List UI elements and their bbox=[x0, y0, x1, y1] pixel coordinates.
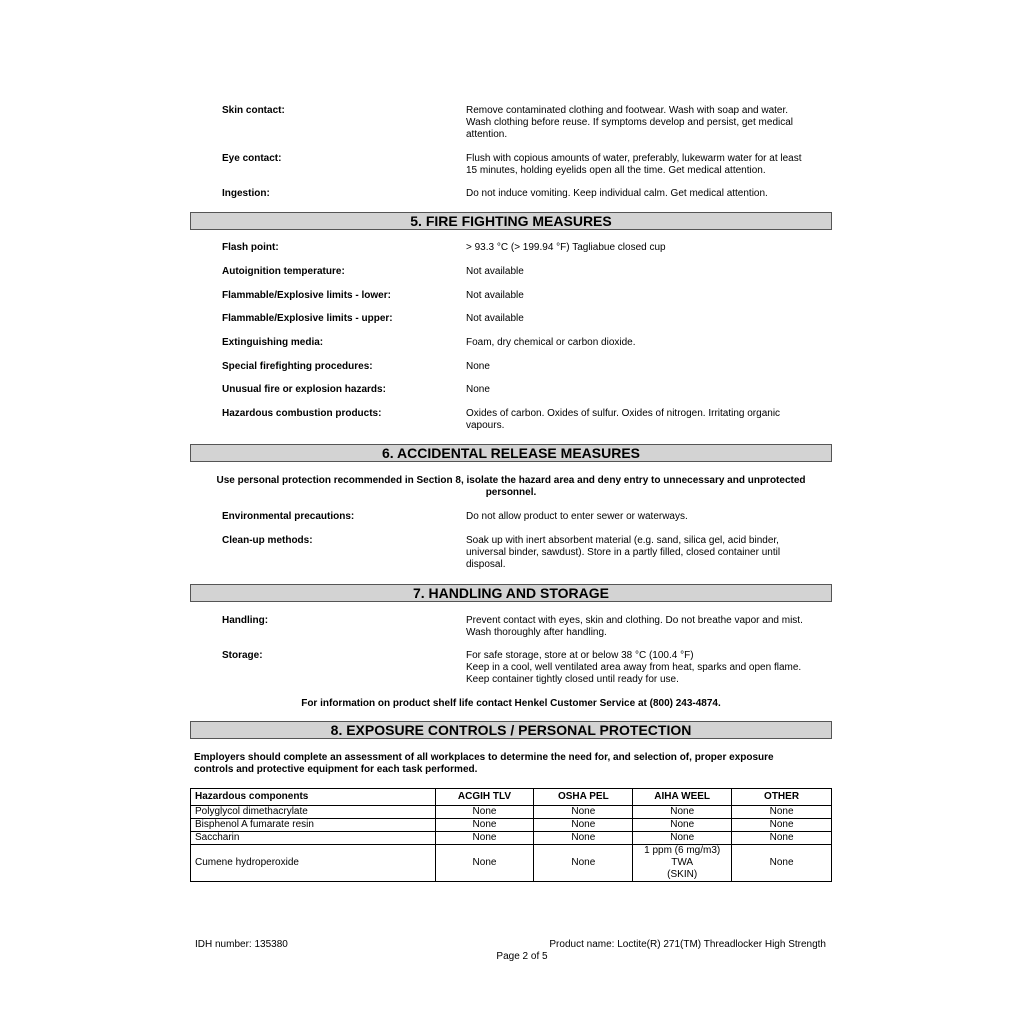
section-6-header: 6. ACCIDENTAL RELEASE MEASURES bbox=[190, 444, 832, 462]
section-7-header: 7. HANDLING AND STORAGE bbox=[190, 584, 832, 602]
table-row bbox=[191, 806, 832, 819]
autoignition-value: Not available bbox=[466, 266, 524, 277]
cleanup-methods-label: Clean-up methods: bbox=[222, 535, 313, 546]
limits-upper-label: Flammable/Explosive limits - upper: bbox=[222, 313, 393, 324]
special-procedures-label: Special firefighting procedures: bbox=[222, 361, 373, 372]
handling-label: Handling: bbox=[222, 615, 269, 626]
product-name: Product name: Loctite(R) 271(TM) Threadlocker High Strength bbox=[549, 939, 826, 950]
ingestion-label: Ingestion: bbox=[222, 188, 270, 199]
other-value: None bbox=[732, 819, 832, 832]
section-8-header: 8. EXPOSURE CONTROLS / PERSONAL PROTECTION bbox=[190, 721, 832, 739]
osha-value: None bbox=[534, 832, 633, 845]
environmental-precautions-label: Environmental precautions: bbox=[222, 511, 355, 522]
ingestion-value: Do not induce vomiting. Keep individual calm. Get medical attention. bbox=[466, 188, 768, 199]
storage-value: For safe storage, store at or below 38 °C (100.4 °F) Keep in a cool, well ventilated area away from heat, sparks and open flame. Keep container tightly closed until ready for use. bbox=[466, 650, 802, 685]
cleanup-methods-value: Soak up with inert absorbent material (e.g. sand, silica gel, acid binder, universal binder, sawdust). Store in a partly filled, closed container until disposal. bbox=[466, 535, 781, 570]
flash-point-label: Flash point: bbox=[222, 242, 279, 253]
unusual-hazards-value: None bbox=[466, 384, 490, 395]
section-8-intro: Employers should complete an assessment of all workplaces to determine the need for, and selection of, proper exposure controls and protective equipment for each task performed. bbox=[194, 752, 774, 775]
acgih-value: None bbox=[435, 832, 534, 845]
acgih-value: None bbox=[435, 819, 534, 832]
other-value: None bbox=[732, 832, 832, 845]
col-osha-pel: OSHA PEL bbox=[534, 789, 633, 806]
special-procedures-value: None bbox=[466, 361, 490, 372]
other-value: None bbox=[732, 845, 832, 882]
component-name: Polyglycol dimethacrylate bbox=[191, 806, 436, 819]
limits-upper-value: Not available bbox=[466, 313, 524, 324]
col-acgih-tlv: ACGIH TLV bbox=[435, 789, 534, 806]
unusual-hazards-label: Unusual fire or explosion hazards: bbox=[222, 384, 386, 395]
section-5-header: 5. FIRE FIGHTING MEASURES bbox=[190, 212, 832, 230]
aiha-value: None bbox=[633, 832, 732, 845]
section-6-note: Use personal protection recommended in Section 8, isolate the hazard area and deny entry to unnecessary and unprotected personnel. bbox=[216, 475, 806, 498]
combustion-products-value: Oxides of carbon. Oxides of sulfur. Oxides of nitrogen. Irritating organic vapours. bbox=[466, 408, 781, 431]
aiha-value: None bbox=[633, 806, 732, 819]
table-row bbox=[191, 845, 832, 882]
combustion-products-label: Hazardous combustion products: bbox=[222, 408, 382, 419]
acgih-value: None bbox=[435, 806, 534, 819]
table-row bbox=[191, 819, 832, 832]
aiha-value: None bbox=[633, 819, 732, 832]
eye-contact-value: Flush with copious amounts of water, preferably, lukewarm water for at least 15 minutes, holding eyelids open all the time. Get medical attention. bbox=[466, 153, 802, 176]
shelf-life-note: For information on product shelf life contact Henkel Customer Service at (800) 243-4874. bbox=[301, 698, 721, 709]
other-value: None bbox=[732, 806, 832, 819]
flash-point-value: > 93.3 °C (> 199.94 °F) Tagliabue closed cup bbox=[466, 242, 666, 253]
autoignition-label: Autoignition temperature: bbox=[222, 266, 345, 277]
handling-value: Prevent contact with eyes, skin and clothing. Do not breathe vapor and mist. Wash thoroughly after handling. bbox=[466, 615, 803, 638]
aiha-value: 1 ppm (6 mg/m3) TWA (SKIN) bbox=[633, 845, 732, 882]
component-name: Cumene hydroperoxide bbox=[191, 845, 436, 882]
col-hazardous-components: Hazardous components bbox=[191, 789, 436, 806]
acgih-value: None bbox=[435, 845, 534, 882]
environmental-precautions-value: Do not allow product to enter sewer or waterways. bbox=[466, 511, 688, 522]
eye-contact-label: Eye contact: bbox=[222, 153, 282, 164]
skin-contact-value: Remove contaminated clothing and footwear. Wash with soap and water. Wash clothing before reuse. If symptoms develop and persist, get medical attention. bbox=[466, 105, 794, 140]
skin-contact-label: Skin contact: bbox=[222, 105, 285, 116]
exposure-table bbox=[190, 788, 832, 882]
limits-lower-label: Flammable/Explosive limits - lower: bbox=[222, 290, 391, 301]
osha-value: None bbox=[534, 806, 633, 819]
storage-label: Storage: bbox=[222, 650, 263, 661]
osha-value: None bbox=[534, 845, 633, 882]
page-number: Page 2 of 5 bbox=[496, 951, 548, 962]
table-row bbox=[191, 832, 832, 845]
component-name: Bisphenol A fumarate resin bbox=[191, 819, 436, 832]
idh-number: IDH number: 135380 bbox=[195, 939, 288, 950]
osha-value: None bbox=[534, 819, 633, 832]
col-other: OTHER bbox=[732, 789, 832, 806]
component-name: Saccharin bbox=[191, 832, 436, 845]
extinguishing-media-label: Extinguishing media: bbox=[222, 337, 324, 348]
extinguishing-media-value: Foam, dry chemical or carbon dioxide. bbox=[466, 337, 636, 348]
limits-lower-value: Not available bbox=[466, 290, 524, 301]
col-aiha-weel: AIHA WEEL bbox=[633, 789, 732, 806]
table-header-row bbox=[191, 789, 832, 806]
